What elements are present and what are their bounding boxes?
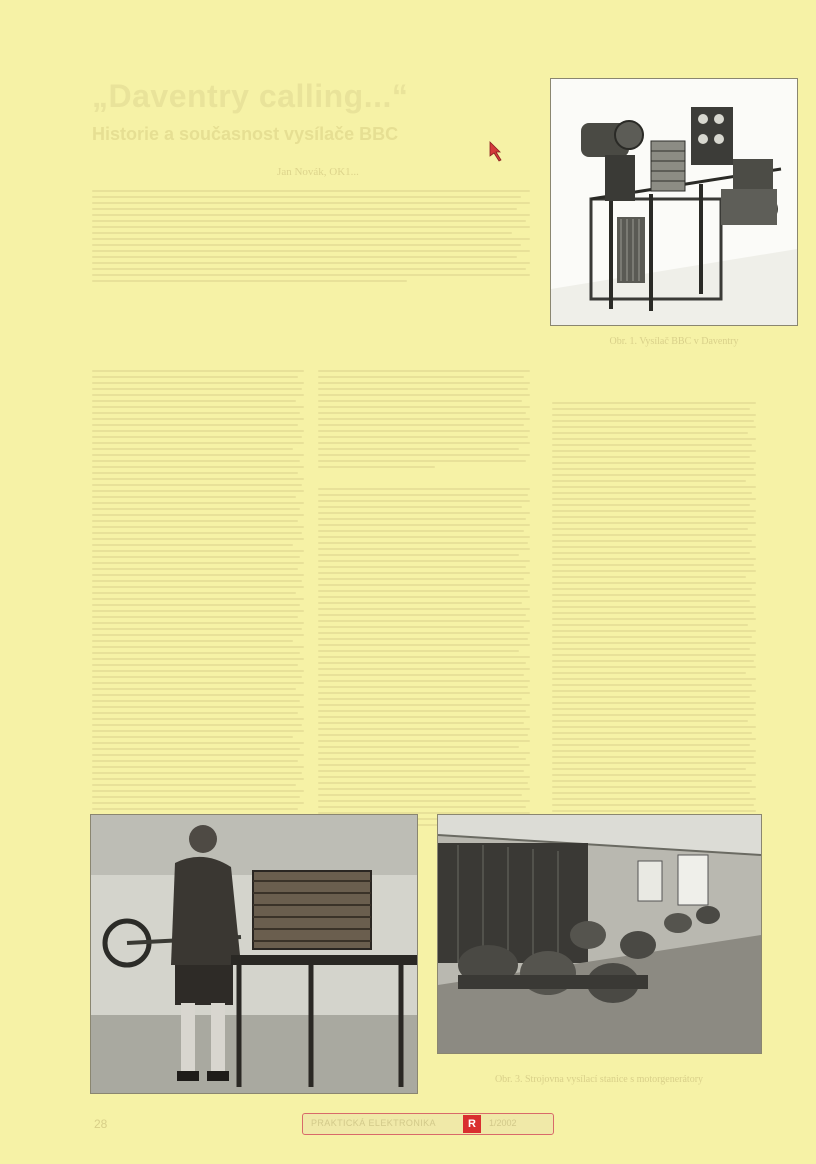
article-subheadline: Historie a současnost vysílače BBC (92, 124, 399, 144)
photo-machine-hall (437, 814, 762, 1054)
body-column-2 (318, 366, 530, 836)
footer-logo: R (463, 1115, 481, 1133)
article-byline: Jan Novák, OK1... (277, 166, 359, 178)
photo-transmitter (550, 78, 798, 326)
article-abstract (92, 186, 530, 346)
caption-machine-hall: Obr. 3. Strojovna vysílací stanice s motorgenerátory (494, 1074, 704, 1085)
page-number: 28 (94, 1117, 108, 1131)
footer-magazine-name: PRAKTICKÁ ELEKTRONIKA (311, 1118, 436, 1128)
photo-man-with-coil (90, 814, 418, 1094)
mouse-pointer-icon (488, 140, 504, 162)
caption-transmitter: Obr. 1. Vysílač BBC v Daventry (609, 336, 739, 347)
footer-issue: 1/2002 (489, 1118, 517, 1128)
body-column-1 (92, 366, 304, 874)
article-headline: „Daventry calling...“ (92, 78, 409, 114)
footer-bar (302, 1113, 554, 1135)
